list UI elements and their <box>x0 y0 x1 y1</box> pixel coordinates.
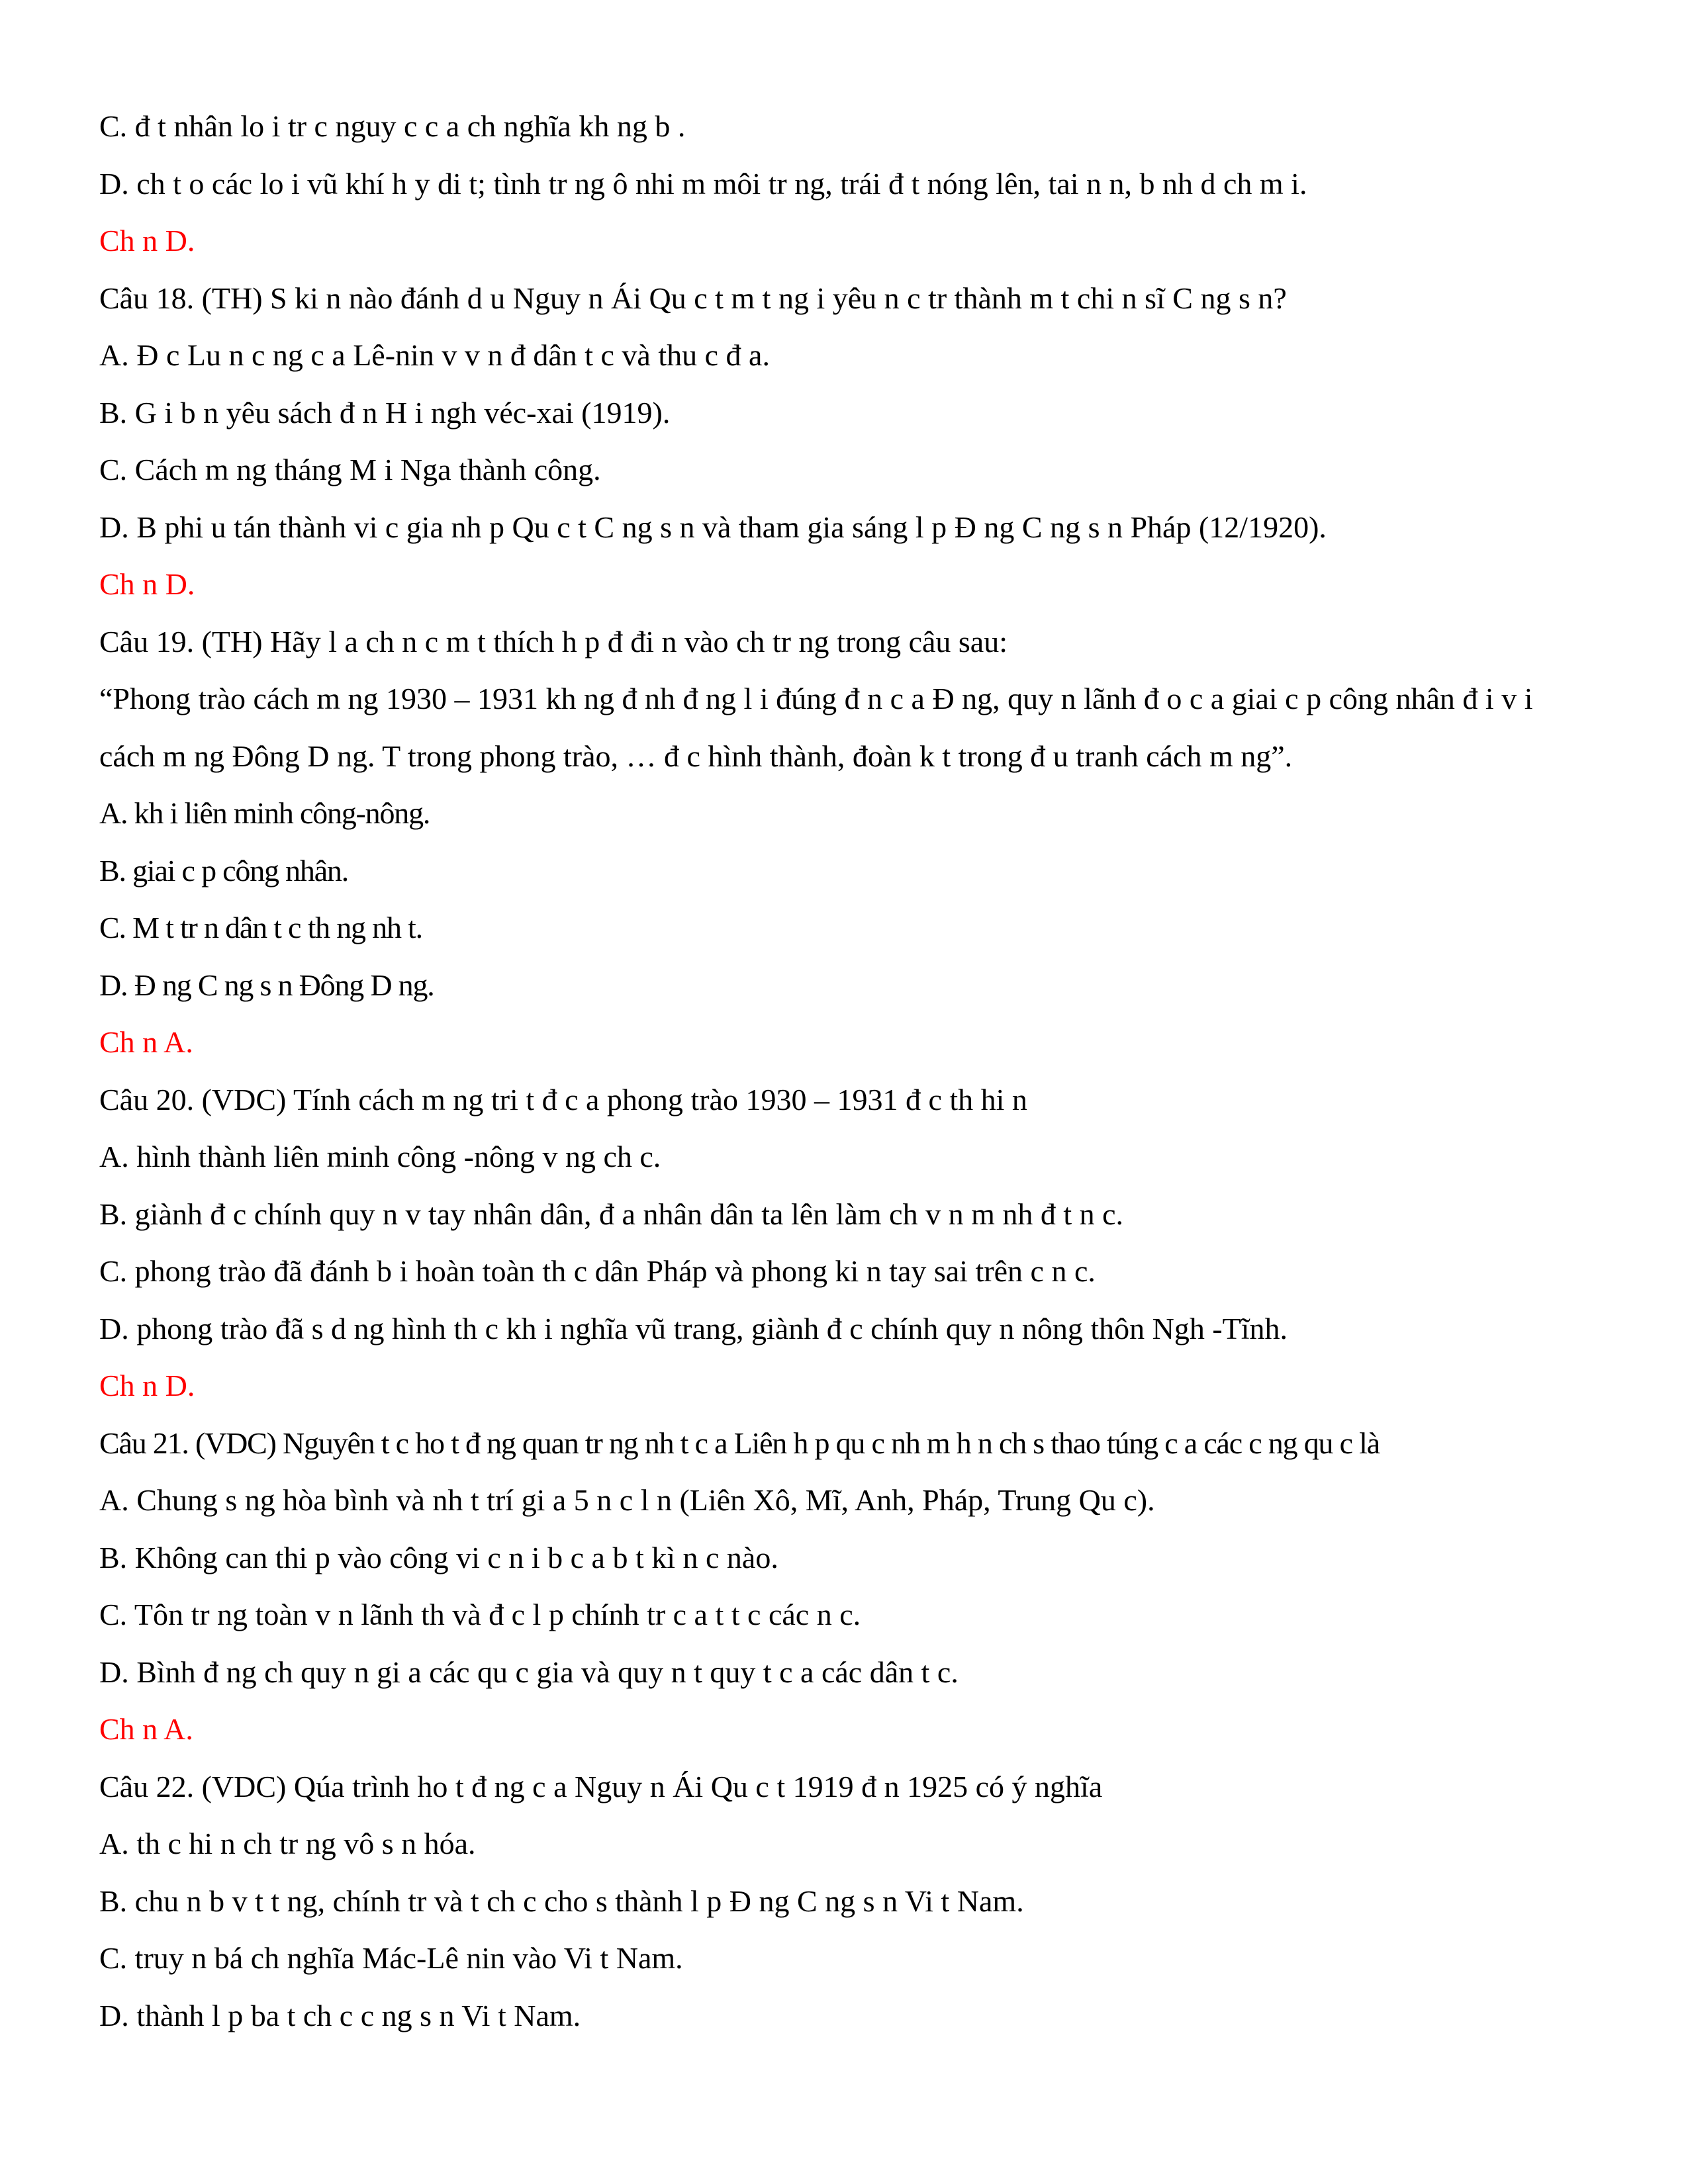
question-text: Câu 19. (TH) Hãy l a ch n c m t thích h p đ đi n vào ch tr ng trong câu sau: <box>99 624 1008 659</box>
question-text: Câu 22. (VDC) Qúa trình ho t đ ng c a Nguy n Ái Qu c t 1919 đ n 1925 có ý nghĩa <box>99 1769 1103 1803</box>
answer-option: B. giành đ c chính quy n v tay nhân dân, đ a nhân dân ta lên làm ch v n m nh đ t n c. <box>99 1197 1124 1231</box>
answer-key: Ch n D. <box>99 224 195 257</box>
question-text: Câu 18. (TH) S ki n nào đánh d u Nguy n Ái Qu c t m t ng i yêu n c tr thành m t chi n sĩ C ng s n? <box>99 281 1287 315</box>
answer-option: A. kh i liên minh công-nông. <box>99 796 430 830</box>
answer-option: C. Tôn tr ng toàn v n lãnh th và đ c l p chính tr c a t t c các n c. <box>99 1598 861 1631</box>
answer-option: C. M t tr n dân t c th ng nh t. <box>99 911 422 944</box>
answer-option: B. giai c p công nhân. <box>99 853 349 887</box>
answer-option: C. truy n bá ch nghĩa Mác-Lê nin vào Vi t Nam. <box>99 1941 683 1975</box>
question-text: Câu 21. (VDC) Nguyên t c ho t đ ng quan tr ng nh t c a Liên h p qu c nh m h n ch s thao túng c a các c ng qu c là <box>99 1426 1380 1460</box>
answer-option: A. th c hi n ch tr ng vô s n hóa. <box>99 1827 476 1860</box>
question-text: Câu 20. (VDC) Tính cách m ng tri t đ c a phong trào 1930 – 1931 đ c th hi n <box>99 1082 1027 1116</box>
answer-option: A. Chung s ng hòa bình và nh t trí gi a 5 n c l n (Liên Xô, Mĩ, Anh, Pháp, Trung Qu c). <box>99 1483 1155 1517</box>
answer-option: C. đ t nhân lo i tr c nguy c c a ch nghĩa kh ng b . <box>99 109 686 143</box>
answer-option: B. G i b n yêu sách đ n H i ngh véc-xai (1919). <box>99 395 671 430</box>
document-content <box>99 98 1589 2044</box>
answer-option: C. Cách m ng tháng M i Nga thành công. <box>99 453 601 486</box>
answer-option: B. Không can thi p vào công vi c n i b c a b t kì n c nào. <box>99 1540 778 1574</box>
answer-option: B. chu n b v t t ng, chính tr và t ch c cho s thành l p Đ ng C ng s n Vi t Nam. <box>99 1884 1024 1918</box>
answer-option: D. Bình đ ng ch quy n gi a các qu c gia và quy n t quy t c a các dân t c. <box>99 1655 959 1689</box>
answer-option: A. Đ c Lu n c ng c a Lê-nin v v n đ dân t c và thu c đ a. <box>99 338 770 372</box>
answer-option: D. ch t o các lo i vũ khí h y di t; tình tr ng ô nhi m môi tr ng, trái đ t nóng lên, tai n n, b nh d ch m i. <box>99 166 1307 201</box>
answer-key: Ch n D. <box>99 567 195 601</box>
answer-option: D. Đ ng C ng s n Đông D ng. <box>99 968 434 1002</box>
answer-option: C. phong trào đã đánh b i hoàn toàn th c dân Pháp và phong ki n tay sai trên c n c. <box>99 1254 1096 1288</box>
answer-key: Ch n A. <box>99 1712 193 1746</box>
quote-text: “Phong trào cách m ng 1930 – 1931 kh ng đ nh đ ng l i đúng đ n c a Đ ng, quy n lãnh đ o c a giai c p công nhân đ i v i cách m ng Đông D ng. T trong phong trào, … đ c hình thành, đoàn k t trong đ u tranh cách m ng”. <box>99 682 1533 773</box>
answer-option: D. B phi u tán thành vi c gia nh p Qu c t C ng s n và tham gia sáng l p Đ ng C ng s n Pháp (12/1920). <box>99 510 1327 544</box>
answer-option: A. hình thành liên minh công -nông v ng ch c. <box>99 1140 661 1173</box>
answer-option: D. phong trào đã s d ng hình th c kh i nghĩa vũ trang, giành đ c chính quy n nông thôn Ngh -Tĩnh. <box>99 1311 1288 1345</box>
answer-key: Ch n D. <box>99 1369 195 1402</box>
answer-key: Ch n A. <box>99 1025 193 1059</box>
answer-option: D. thành l p ba t ch c c ng s n Vi t Nam. <box>99 1998 581 2032</box>
